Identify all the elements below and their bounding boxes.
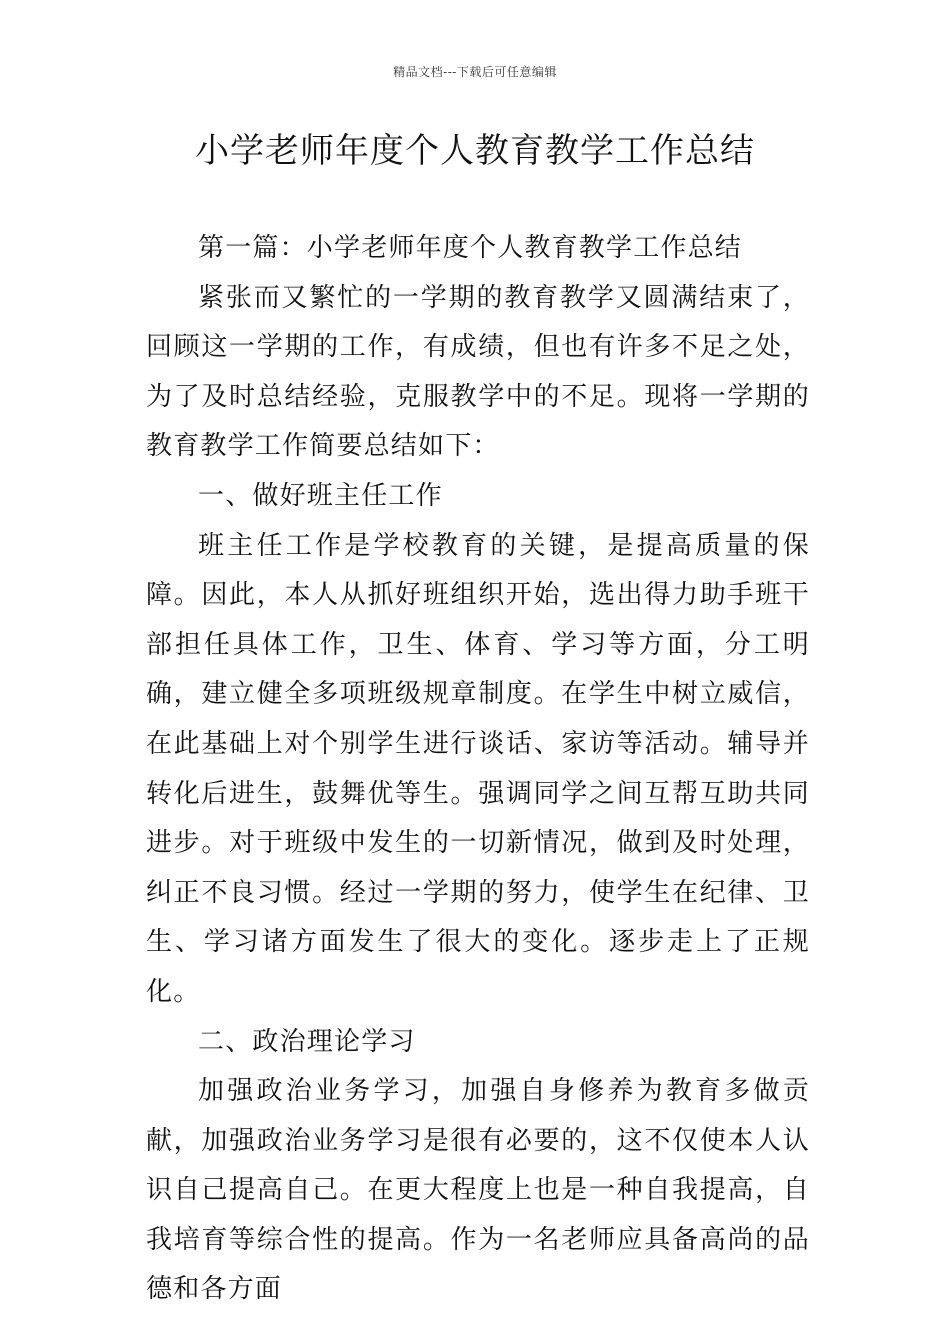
section-heading-political-study: 二、政治理论学习 xyxy=(198,1026,416,1057)
section-heading-part-one: 第一篇：小学老师年度个人教育教学工作总结 xyxy=(198,233,743,263)
class-teacher-paragraph: 班主任工作是学校教育的关键，是提高质量的保障。因此，本人从抓好班组织开始，选出得力助手班干部担任具体工作，卫生、体育、学习等方面，分工明确，建立健全多项班级规章制度。在学生中树立威信，在此基础上对个别学生进行谈话、家访等活动。辅导并转化后进生，鼓舞优等生。强调同学之间互帮互助共同进步。对于班级中发生的一切新情况，做到及时处理，纠正不良习惯。经过一学期的努力，使学生在纪律、卫生、学习诸方面发生了很大的变化。逐步走上了正规化。 xyxy=(146,530,810,1007)
intro-paragraph: 紧张而又繁忙的一学期的教育教学又圆满结束了，回顾这一学期的工作，有成绩，但也有许多不足之处，为了及时总结经验，克服教学中的不足。现将一学期的教育教学工作简要总结如下： xyxy=(146,282,810,462)
document-body xyxy=(146,224,810,1315)
section-heading-class-teacher: 一、做好班主任工作 xyxy=(198,480,443,511)
political-study-paragraph: 加强政治业务学习，加强自身修养为教育多做贡献，加强政治业务学习是很有必要的，这不仅使本人认识自己提高自己。在更大程度上也是一种自我提高，自我培育等综合性的提高。作为一名老师应具备高尚的品德和各方面 xyxy=(146,1076,810,1305)
document-title: 小学老师年度个人教育教学工作总结 xyxy=(195,131,755,171)
header-note: 精品文档---下载后可任意编辑 xyxy=(393,65,557,79)
